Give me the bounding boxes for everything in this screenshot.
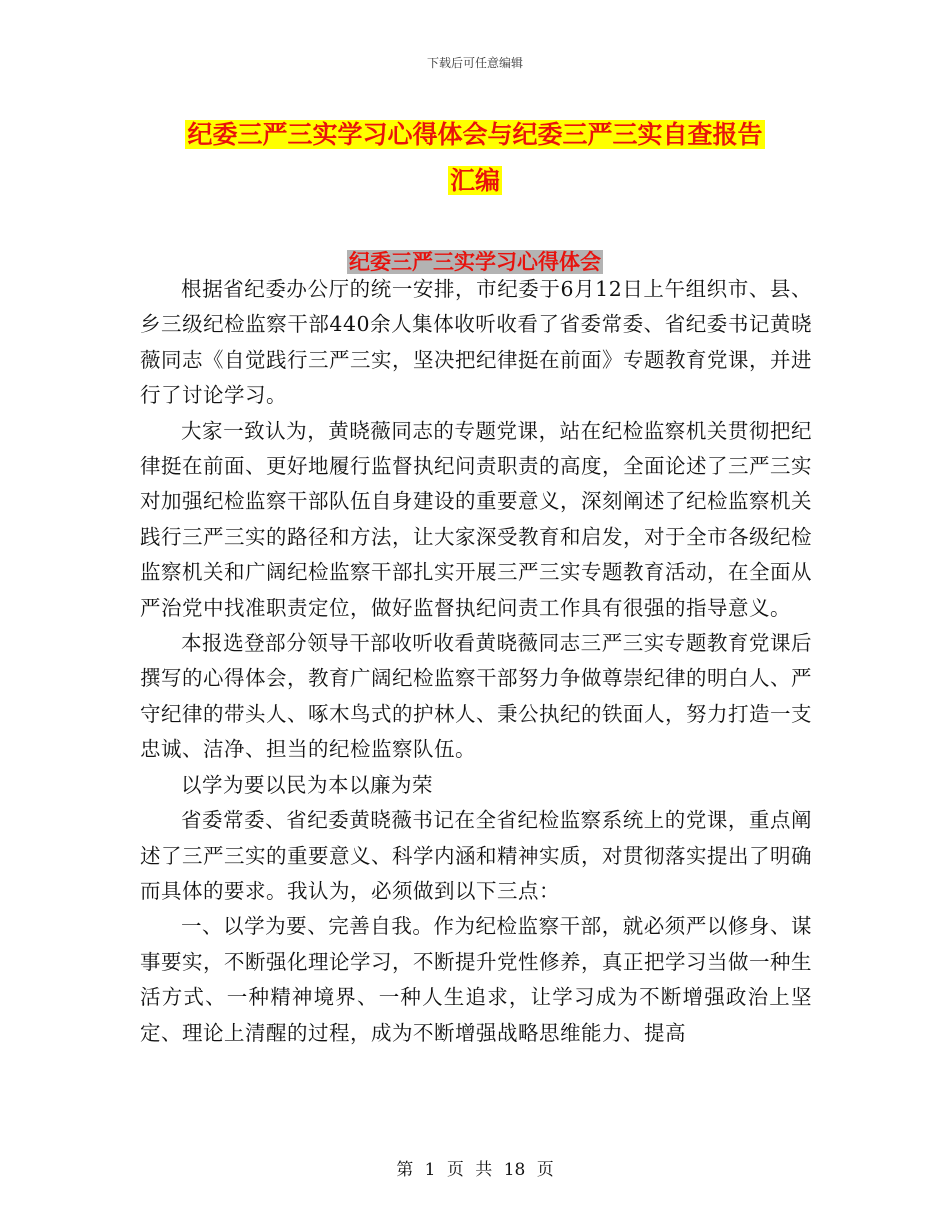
section-title-text: 纪委三严三实学习心得体会 xyxy=(349,250,601,274)
paragraph-4: 省委常委、省纪委黄晓薇书记在全省纪检监察系统上的党课，重点阐述了三严三实的重要意义、科学内涵和精神实质，对贯彻落实提出了明确而具体的要求。我认为，必须做到以下三点： xyxy=(140,808,812,903)
document-title xyxy=(0,112,950,204)
page-number-footer: 第 1 页 共 18 页 xyxy=(396,1160,554,1180)
paragraph-5: 一、以学为要、完善自我。作为纪检监察干部，就必须严以修身、谋事要实，不断强化理论学习，不断提升党性修养，真正把学习当做一种生活方式、一种精神境界、一种人生追求，让学习成为不断增强政治上坚定、理论上清醒的过程，成为不断增强战略思维能力、提高 xyxy=(140,914,812,1045)
page-header-note: 下载后可任意编辑 xyxy=(426,56,523,70)
paragraph-3: 本报选登部分领导干部收听收看黄晓薇同志三严三实专题教育党课后撰写的心得体会，教育广阔纪检监察干部努力争做尊崇纪律的明白人、严守纪律的带头人、啄木鸟式的护林人、秉公执纪的铁面人，努力打造一支忠诚、洁净、担当的纪检监察队伍。 xyxy=(140,631,812,762)
paragraph-1: 根据省纪委办公厅的统一安排，市纪委于6月12日上午组织市、县、乡三级纪检监察干部440余人集体收听收看了省委常委、省纪委书记黄晓薇同志《自觉践行三严三实，坚决把纪律挺在前面》专题教育党课，并进行了讨论学习。 xyxy=(140,277,812,408)
title-line-1: 纪委三严三实学习心得体会与纪委三严三实自查报告 xyxy=(187,120,763,149)
paragraph-2: 大家一致认为，黄晓薇同志的专题党课，站在纪检监察机关贯彻把纪律挺在前面、更好地履行监督执纪问责职责的高度，全面论述了三严三实对加强纪检监察干部队伍自身建设的重要意义，深刻阐述了纪检监察机关践行三严三实的路径和方法，让大家深受教育和启发，对于全市各级纪检监察机关和广阔纪检监察干部扎实开展三严三实专题教育活动，在全面从严治党中找准职责定位，做好监督执纪问责工作具有很强的指导意义。 xyxy=(140,418,812,620)
subheading: 以学为要以民为本以廉为荣 xyxy=(181,772,433,797)
document-body xyxy=(140,272,812,1051)
title-line-2: 汇编 xyxy=(449,166,500,195)
